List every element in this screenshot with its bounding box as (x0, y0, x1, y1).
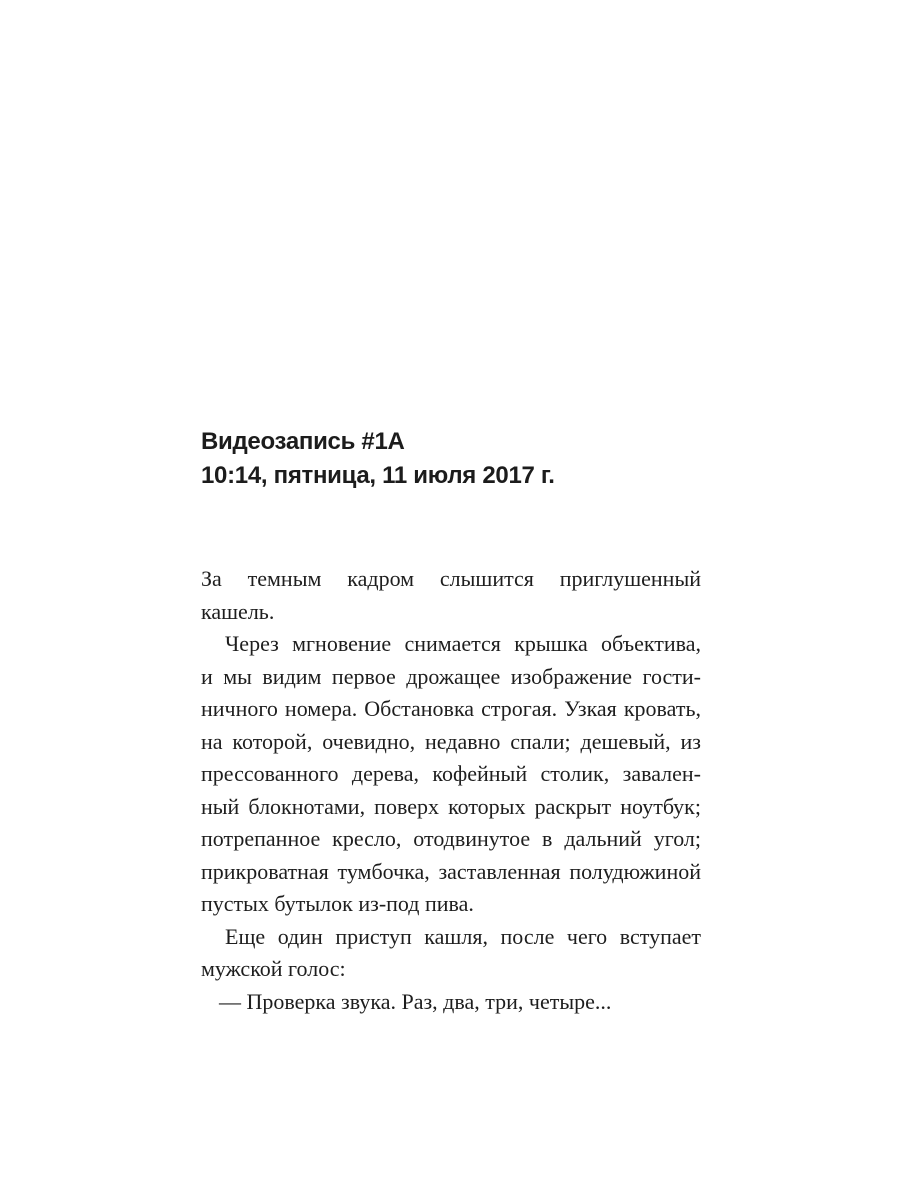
section-heading (201, 425, 721, 493)
text-line: ный блокнотами, поверх которых раскрыт ноутбук; (201, 793, 701, 819)
text-line: пустых бутылок из-под пива. (201, 891, 474, 916)
text-line: Еще один приступ кашля, после чего вступает (225, 923, 701, 949)
text-line: прессованного дерева, кофейный столик, завален- (201, 761, 701, 786)
text-line: потрепанное кресло, отодвинутое в дальний угол; (201, 826, 701, 851)
text-line: кашель. (201, 598, 275, 624)
text-line: и мы видим первое дрожащее изображение гости- (201, 663, 701, 689)
text-line: Через мгновение снимается крышка объектива, (225, 631, 701, 656)
recording-title: Видеозапись #1А (201, 428, 405, 455)
body-text (201, 563, 701, 1018)
recording-datetime: 10:14, пятница, 11 июля 2017 г. (201, 462, 555, 489)
text-line: прикроватная тумбочка, заставленная полудюжиной (201, 858, 701, 884)
text-line: на которой, очевидно, недавно спали; дешевый, из (201, 728, 701, 754)
text-line: ничного номера. Обстановка строгая. Узкая кровать, (201, 696, 701, 721)
text-line: За темным кадром слышится приглушенный (201, 566, 701, 591)
dialogue-line: — Проверка звука. Раз, два, три, четыре... (219, 988, 612, 1014)
text-line: мужской голос: (201, 956, 346, 981)
